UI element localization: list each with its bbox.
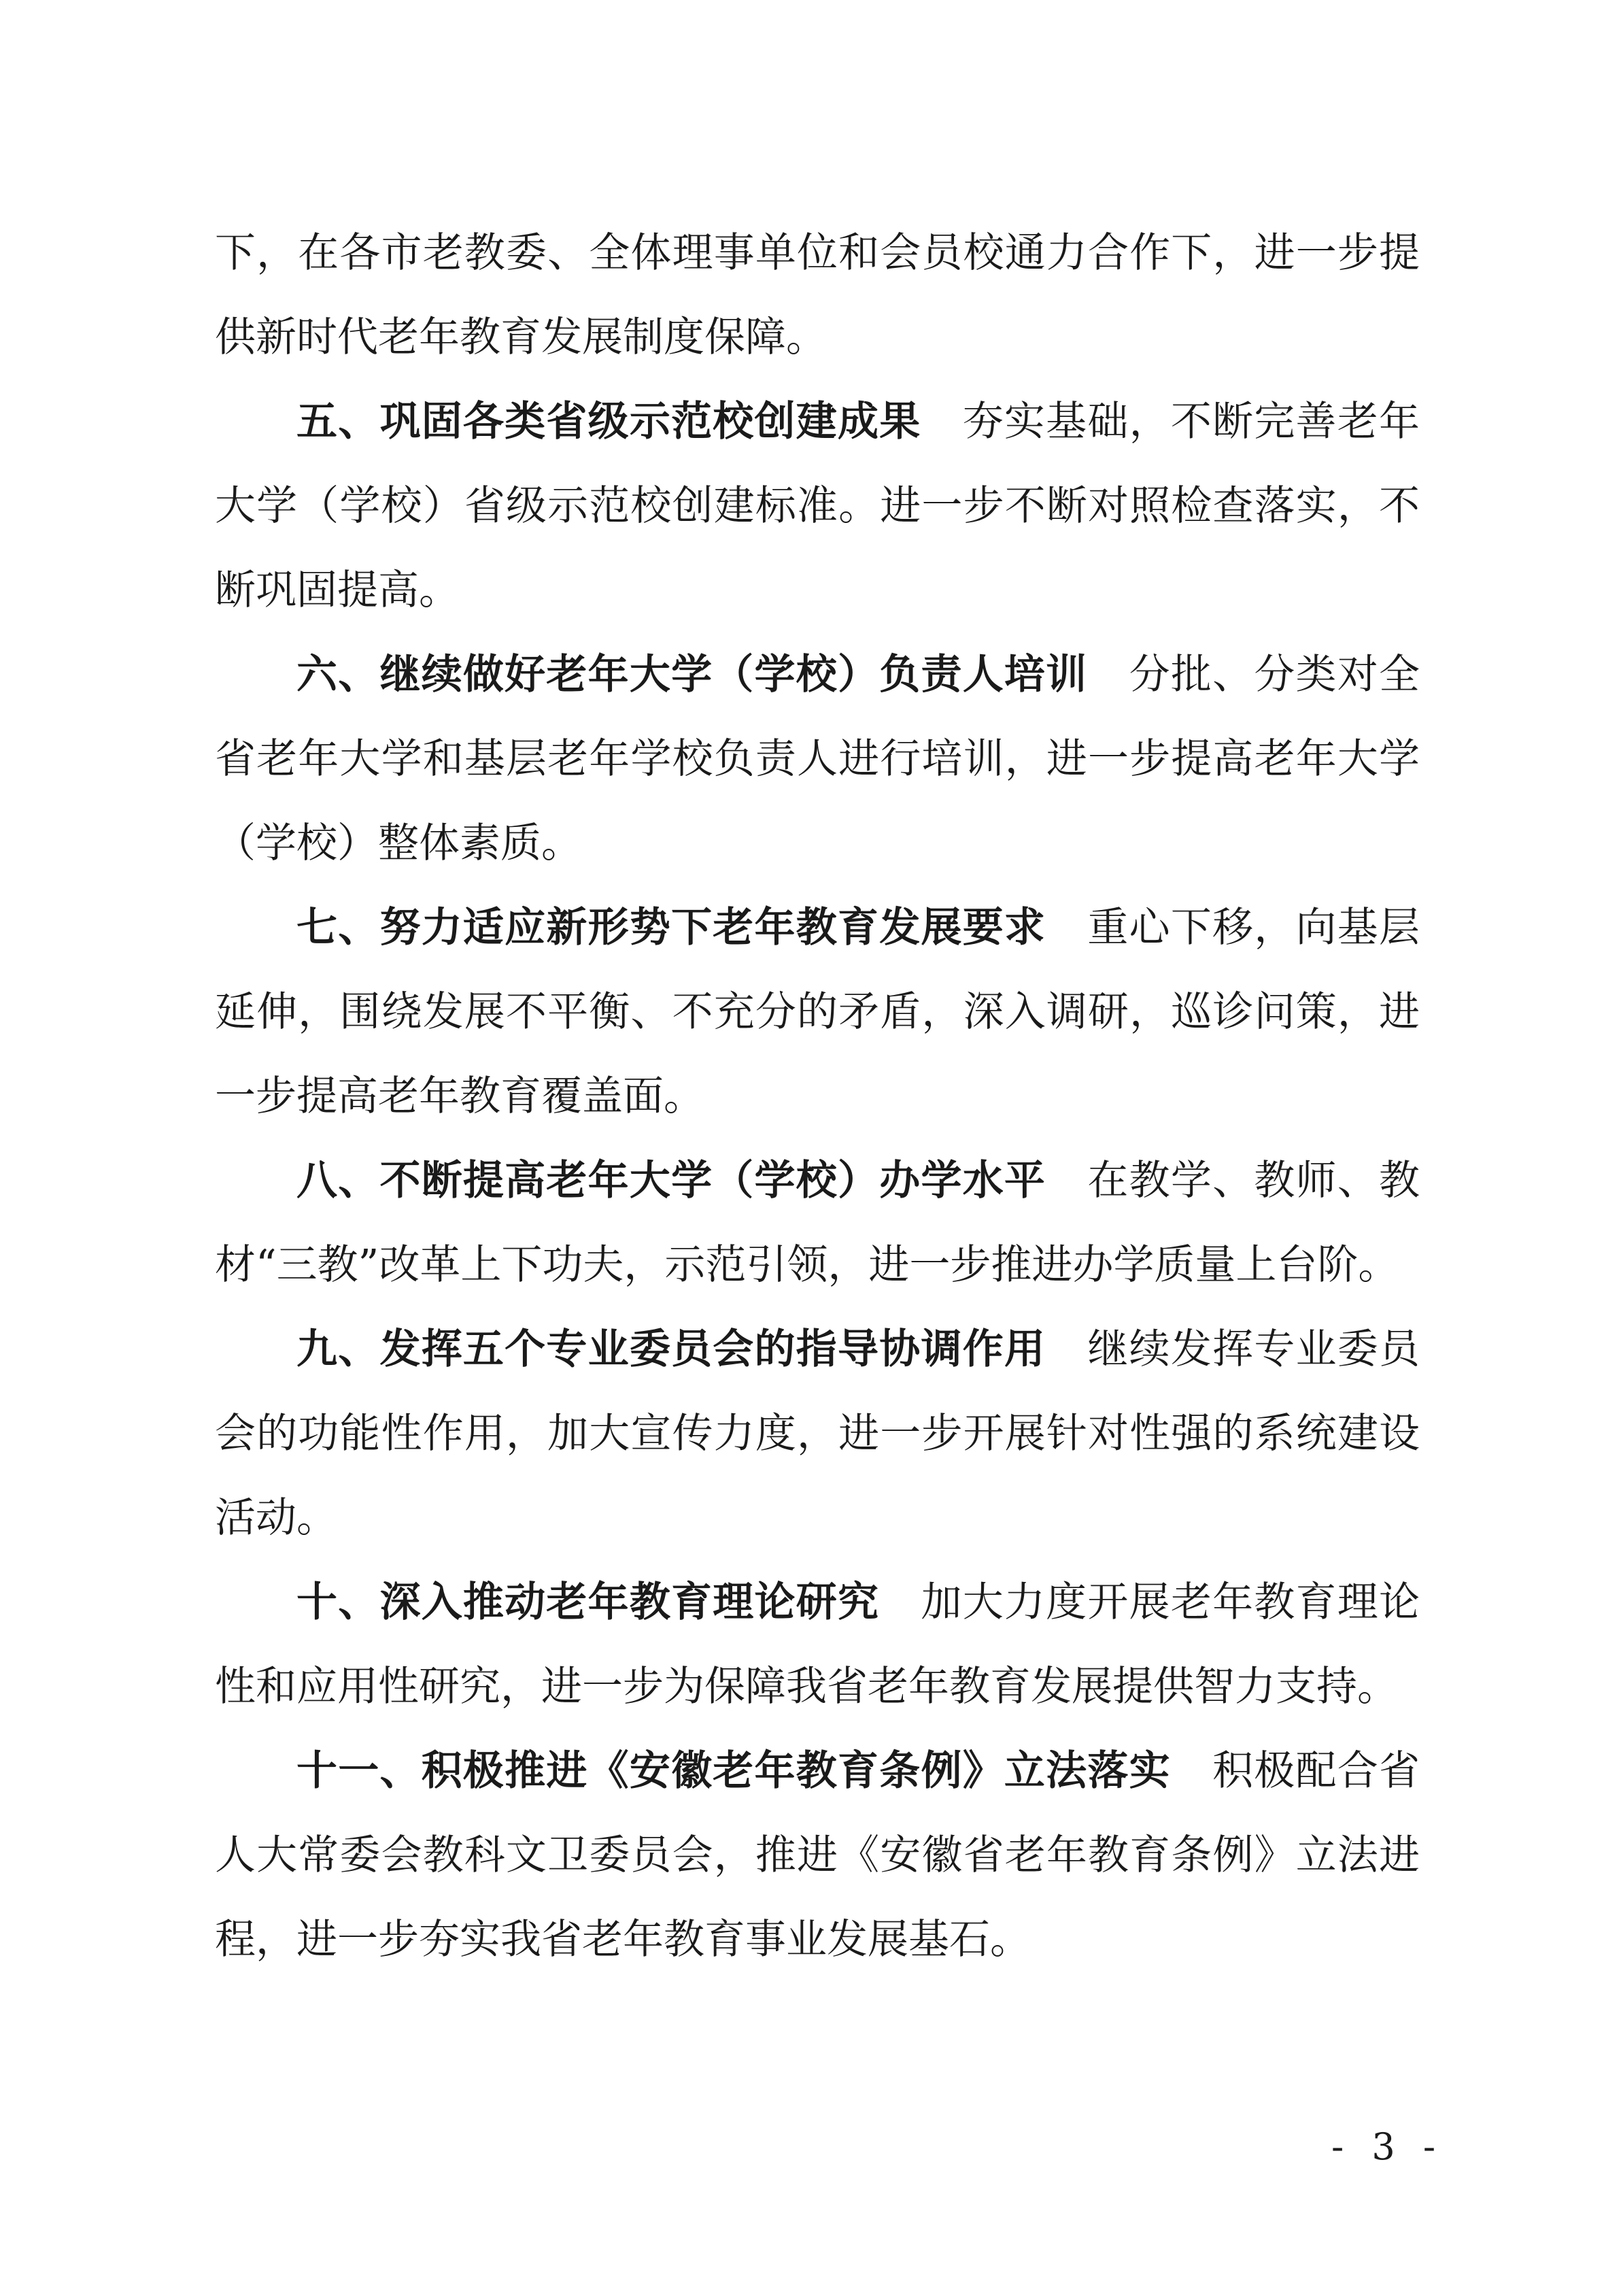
section-heading: 十、深入推动老年教育理论研究 [296, 1578, 880, 1626]
section-paragraph-7 [215, 885, 1420, 1138]
section-body: 重心下移，向基层延伸，围绕发展不平衡、不充分的矛盾，深入调研，巡诊问策，进一步提高老年教育覆盖面。 [215, 904, 1420, 1120]
section-paragraph-11 [215, 1729, 1420, 1982]
section-heading: 九、发挥五个专业委员会的指导协调作用 [296, 1326, 1046, 1373]
section-paragraph-5 [215, 379, 1420, 632]
section-body: 在教学、教师、教材“三教”改革上下功夫，示范引领，进一步推进办学质量上台阶。 [215, 1157, 1420, 1289]
section-paragraph-10 [215, 1560, 1420, 1729]
section-body: 夯实基础，不断完善老年大学（学校）省级示范校创建标准。进一步不断对照检查落实，不断巩固提高。 [215, 398, 1420, 614]
section-paragraph-9 [215, 1307, 1420, 1560]
section-heading: 七、努力适应新形势下老年教育发展要求 [296, 904, 1046, 951]
section-body: 积极配合省人大常委会教科文卫委员会，推进《安徽省老年教育条例》立法进程，进一步夯实我省老年教育事业发展基石。 [215, 1747, 1420, 1963]
document-body [215, 211, 1420, 1982]
page-number: - 3 - [1331, 2125, 1444, 2168]
section-body: 分批、分类对全省老年大学和基层老年学校负责人进行培训，进一步提高老年大学（学校）整体素质。 [215, 651, 1420, 867]
continuation-paragraph: 下，在各市老教委、全体理事单位和会员校通力合作下，进一步提供新时代老年教育发展制度保障。 [215, 229, 1420, 361]
section-heading: 十一、积极推进《安徽老年教育条例》立法落实 [296, 1747, 1171, 1795]
section-body: 加大力度开展老年教育理论性和应用性研究，进一步为保障我省老年教育发展提供智力支持。 [215, 1578, 1420, 1710]
section-body: 继续发挥专业委员会的功能性作用，加大宣传力度，进一步开展针对性强的系统建设活动。 [215, 1326, 1420, 1542]
section-heading: 八、不断提高老年大学（学校）办学水平 [296, 1157, 1046, 1204]
section-paragraph-6 [215, 632, 1420, 885]
section-heading: 六、继续做好老年大学（学校）负责人培训 [296, 651, 1088, 698]
section-heading: 五、巩固各类省级示范校创建成果 [296, 398, 921, 445]
section-paragraph-8 [215, 1138, 1420, 1307]
